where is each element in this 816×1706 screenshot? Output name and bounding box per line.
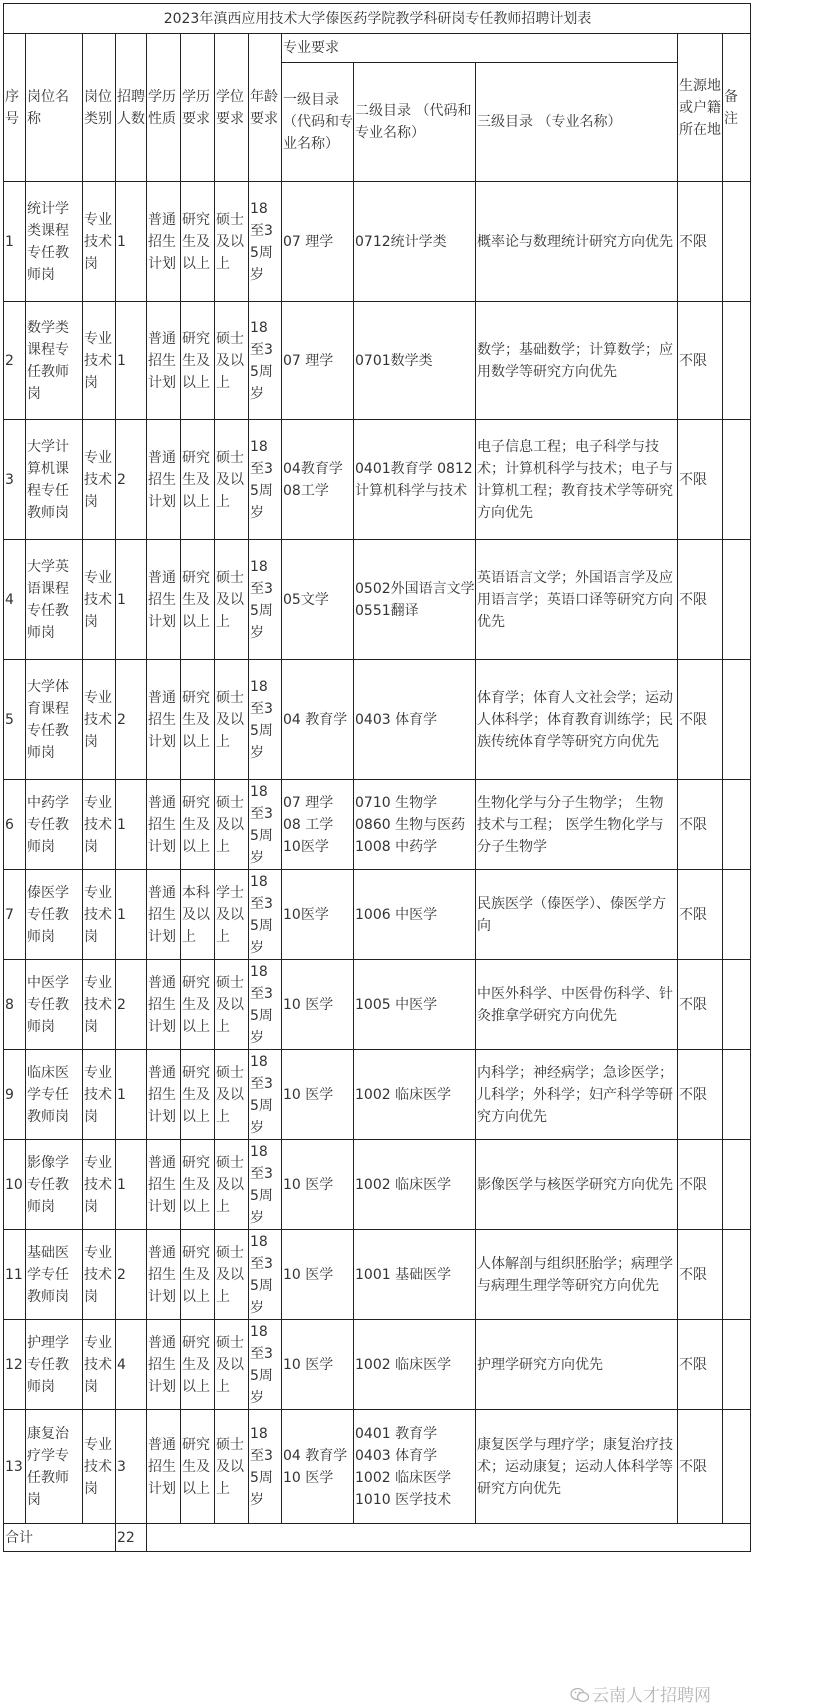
cell-degree-req: 硕士及以上	[215, 540, 249, 660]
cell-seq: 3	[4, 420, 26, 540]
level2-line: 0403 体育学	[355, 711, 438, 728]
level1-line: 10医学	[283, 906, 329, 923]
level2-line: 1008 中药学	[355, 838, 438, 855]
cell-level1	[282, 870, 354, 960]
cell-level1	[282, 960, 354, 1050]
cell-age-req: 18至35周岁	[249, 870, 282, 960]
cell-type: 专业技术岗	[83, 1050, 116, 1140]
cell-seq: 9	[4, 1050, 26, 1140]
cell-level2	[354, 660, 476, 780]
cell-count: 2	[116, 420, 147, 540]
level2-line: 0502外国语言文学 0551翻译	[355, 580, 475, 619]
level2-line: 0403 体育学	[355, 1447, 438, 1464]
cell-origin: 不限	[678, 182, 723, 302]
cell-degree-req: 硕士及以上	[215, 1140, 249, 1230]
cell-type: 专业技术岗	[83, 302, 116, 420]
total-count: 22	[116, 1524, 147, 1552]
cell-seq: 1	[4, 182, 26, 302]
cell-level2	[354, 1050, 476, 1140]
table-row	[4, 780, 751, 870]
header-age-req: 年龄要求	[249, 34, 282, 182]
cell-degree-req: 硕士及以上	[215, 302, 249, 420]
cell-level3: 人体解剖与组织胚胎学；病理学与病理生理学等研究方向优先	[476, 1230, 678, 1320]
cell-origin: 不限	[678, 1050, 723, 1140]
cell-level3: 民族医学（傣医学）、傣医学方向	[476, 870, 678, 960]
cell-level1	[282, 660, 354, 780]
cell-degree-req: 硕士及以上	[215, 1050, 249, 1140]
cell-count: 1	[116, 1140, 147, 1230]
level2-line: 1002 临床医学	[355, 1176, 452, 1193]
cell-seq: 10	[4, 1140, 26, 1230]
cell-level2	[354, 540, 476, 660]
level2-line: 1001 基础医学	[355, 1266, 452, 1283]
cell-edu-req: 研究生及以上	[181, 660, 215, 780]
level1-line: 04 教育学	[283, 711, 348, 728]
cell-edu-nature: 普通招生计划	[147, 780, 181, 870]
level2-line: 1010 医学技术	[355, 1491, 452, 1508]
cell-age-req: 18至35周岁	[249, 1050, 282, 1140]
header-major-req: 专业要求	[282, 34, 678, 63]
cell-level3: 中医外科学、中医骨伤科学、针灸推拿学研究方向优先	[476, 960, 678, 1050]
level1-line: 10 医学	[283, 1266, 334, 1283]
header-origin: 生源地或户籍所在地	[678, 34, 723, 182]
cell-age-req: 18至35周岁	[249, 1230, 282, 1320]
cell-level3: 概率论与数理统计研究方向优先	[476, 182, 678, 302]
level1-line: 07 理学	[283, 352, 334, 369]
level1-line: 10 医学	[283, 1086, 334, 1103]
table-title: 2023年滇西应用技术大学傣医药学院教学科研岗专任教师招聘计划表	[4, 4, 751, 34]
wechat-icon	[570, 1687, 590, 1703]
cell-edu-nature: 普通招生计划	[147, 1230, 181, 1320]
cell-age-req: 18至35周岁	[249, 1320, 282, 1410]
cell-remark	[723, 1230, 751, 1320]
cell-name: 大学体育课程专任教师岗	[26, 660, 83, 780]
level2-line: 0710 生物学	[355, 794, 438, 811]
cell-seq: 5	[4, 660, 26, 780]
level1-line: 10 医学	[283, 1176, 334, 1193]
cell-edu-nature: 普通招生计划	[147, 1320, 181, 1410]
table-row	[4, 1140, 751, 1230]
table-row	[4, 1320, 751, 1410]
cell-origin: 不限	[678, 540, 723, 660]
level2-line: 0401 教育学	[355, 1425, 438, 1442]
cell-type: 专业技术岗	[83, 1140, 116, 1230]
cell-edu-req: 研究生及以上	[181, 1320, 215, 1410]
cell-edu-nature: 普通招生计划	[147, 420, 181, 540]
cell-count: 4	[116, 1320, 147, 1410]
cell-remark	[723, 1410, 751, 1524]
cell-level2	[354, 182, 476, 302]
cell-level2	[354, 1230, 476, 1320]
cell-edu-nature: 普通招生计划	[147, 1050, 181, 1140]
header-type: 岗位类别	[83, 34, 116, 182]
cell-level2	[354, 1410, 476, 1524]
cell-edu-nature: 普通招生计划	[147, 302, 181, 420]
cell-edu-nature: 普通招生计划	[147, 1410, 181, 1524]
cell-origin: 不限	[678, 870, 723, 960]
total-row	[4, 1524, 751, 1552]
level1-line: 07 理学	[283, 233, 334, 250]
cell-type: 专业技术岗	[83, 1230, 116, 1320]
header-edu-req: 学历要求	[181, 34, 215, 182]
cell-edu-nature: 普通招生计划	[147, 1140, 181, 1230]
cell-level1	[282, 1140, 354, 1230]
level2-line: 0712统计学类	[355, 233, 447, 250]
cell-edu-req: 研究生及以上	[181, 420, 215, 540]
cell-level1	[282, 420, 354, 540]
cell-name: 大学计算机课程专任教师岗	[26, 420, 83, 540]
cell-origin: 不限	[678, 420, 723, 540]
cell-name: 基础医学专任教师岗	[26, 1230, 83, 1320]
cell-age-req: 18至35周岁	[249, 182, 282, 302]
level1-line: 08工学	[283, 482, 329, 499]
cell-edu-req: 研究生及以上	[181, 780, 215, 870]
cell-seq: 12	[4, 1320, 26, 1410]
level2-line: 1002 临床医学	[355, 1469, 452, 1486]
cell-seq: 2	[4, 302, 26, 420]
cell-degree-req: 硕士及以上	[215, 420, 249, 540]
cell-level1	[282, 1320, 354, 1410]
cell-level2	[354, 1320, 476, 1410]
level1-line: 04教育学	[283, 460, 343, 477]
total-empty	[147, 1524, 751, 1552]
cell-name: 中药学专任教师岗	[26, 780, 83, 870]
cell-origin: 不限	[678, 302, 723, 420]
cell-type: 专业技术岗	[83, 1410, 116, 1524]
cell-level2	[354, 780, 476, 870]
cell-level1	[282, 1230, 354, 1320]
level1-line: 10 医学	[283, 1356, 334, 1373]
header-name: 岗位名称	[26, 34, 83, 182]
table-row	[4, 302, 751, 420]
cell-edu-req: 研究生及以上	[181, 1050, 215, 1140]
cell-level2	[354, 870, 476, 960]
cell-count: 3	[116, 1410, 147, 1524]
cell-remark	[723, 540, 751, 660]
recruitment-table	[3, 3, 751, 1552]
cell-count: 2	[116, 1230, 147, 1320]
table-row	[4, 960, 751, 1050]
cell-name: 影像学专任教师岗	[26, 1140, 83, 1230]
level2-line: 0401教育学 0812计算机科学与技术	[355, 460, 473, 499]
level2-line: 0701数学类	[355, 352, 433, 369]
cell-level1	[282, 780, 354, 870]
cell-age-req: 18至35周岁	[249, 780, 282, 870]
cell-edu-req: 研究生及以上	[181, 1140, 215, 1230]
header-count: 招聘人数	[116, 34, 147, 182]
level1-line: 10 医学	[283, 996, 334, 1013]
cell-count: 1	[116, 870, 147, 960]
cell-level2	[354, 420, 476, 540]
cell-level2	[354, 302, 476, 420]
level1-line: 05文学	[283, 591, 329, 608]
cell-age-req: 18至35周岁	[249, 1410, 282, 1524]
cell-age-req: 18至35周岁	[249, 540, 282, 660]
cell-name: 中医学专任教师岗	[26, 960, 83, 1050]
cell-edu-req: 研究生及以上	[181, 302, 215, 420]
cell-type: 专业技术岗	[83, 1320, 116, 1410]
cell-origin: 不限	[678, 1410, 723, 1524]
cell-remark	[723, 302, 751, 420]
cell-type: 专业技术岗	[83, 870, 116, 960]
level2-line: 1002 临床医学	[355, 1086, 452, 1103]
cell-degree-req: 硕士及以上	[215, 660, 249, 780]
cell-origin: 不限	[678, 960, 723, 1050]
cell-type: 专业技术岗	[83, 960, 116, 1050]
cell-degree-req: 硕士及以上	[215, 1230, 249, 1320]
watermark-text: 云南人才招聘网	[592, 1686, 711, 1706]
cell-degree-req: 硕士及以上	[215, 1320, 249, 1410]
cell-level3: 护理学研究方向优先	[476, 1320, 678, 1410]
cell-remark	[723, 780, 751, 870]
cell-remark	[723, 660, 751, 780]
cell-origin: 不限	[678, 1140, 723, 1230]
header-level1: 一级目录 （代码和专业名称）	[282, 63, 354, 182]
total-label: 合计	[4, 1524, 116, 1552]
cell-remark	[723, 1050, 751, 1140]
cell-count: 1	[116, 780, 147, 870]
watermark	[570, 1681, 711, 1706]
table-row	[4, 1230, 751, 1320]
header-seq: 序号	[4, 34, 26, 182]
cell-level1	[282, 1050, 354, 1140]
header-level3: 三级目录 （专业名称）	[476, 63, 678, 182]
cell-edu-nature: 普通招生计划	[147, 182, 181, 302]
cell-name: 康复治疗学专任教师岗	[26, 1410, 83, 1524]
cell-seq: 8	[4, 960, 26, 1050]
cell-seq: 7	[4, 870, 26, 960]
table-row	[4, 420, 751, 540]
cell-count: 1	[116, 1050, 147, 1140]
level1-line: 08 工学	[283, 816, 334, 833]
cell-edu-req: 研究生及以上	[181, 182, 215, 302]
cell-edu-req: 研究生及以上	[181, 1230, 215, 1320]
table-row	[4, 182, 751, 302]
document	[3, 3, 750, 1706]
table-row	[4, 660, 751, 780]
cell-level3: 数学；基础数学；计算数学；应用数学等研究方向优先	[476, 302, 678, 420]
cell-origin: 不限	[678, 660, 723, 780]
level2-line: 1006 中医学	[355, 906, 438, 923]
level1-line: 07 理学	[283, 794, 334, 811]
cell-type: 专业技术岗	[83, 182, 116, 302]
cell-name: 统计学类课程专任教师岗	[26, 182, 83, 302]
cell-remark	[723, 960, 751, 1050]
cell-age-req: 18至35周岁	[249, 960, 282, 1050]
cell-name: 傣医学专任教师岗	[26, 870, 83, 960]
cell-edu-nature: 普通招生计划	[147, 660, 181, 780]
cell-level3: 康复医学与理疗学；康复治疗技术；运动康复；运动人体科学等研究方向优先	[476, 1410, 678, 1524]
cell-level1	[282, 182, 354, 302]
level1-line: 10 医学	[283, 1469, 334, 1486]
cell-seq: 11	[4, 1230, 26, 1320]
cell-edu-nature: 普通招生计划	[147, 960, 181, 1050]
cell-name: 数学类课程专任教师岗	[26, 302, 83, 420]
table-row	[4, 870, 751, 960]
table-row	[4, 540, 751, 660]
cell-level2	[354, 960, 476, 1050]
cell-name: 护理学专任教师岗	[26, 1320, 83, 1410]
header-remark: 备注	[723, 34, 751, 182]
cell-age-req: 18至35周岁	[249, 660, 282, 780]
cell-age-req: 18至35周岁	[249, 302, 282, 420]
cell-type: 专业技术岗	[83, 660, 116, 780]
header-degree-req: 学位要求	[215, 34, 249, 182]
cell-type: 专业技术岗	[83, 540, 116, 660]
level2-line: 0860 生物与医药	[355, 816, 466, 833]
level2-line: 1005 中医学	[355, 996, 438, 1013]
cell-name: 临床医学专任教师岗	[26, 1050, 83, 1140]
cell-level2	[354, 1140, 476, 1230]
cell-remark	[723, 870, 751, 960]
cell-degree-req: 硕士及以上	[215, 182, 249, 302]
cell-count: 1	[116, 540, 147, 660]
cell-type: 专业技术岗	[83, 780, 116, 870]
header-edu-nature: 学历性质	[147, 34, 181, 182]
cell-seq: 6	[4, 780, 26, 870]
cell-remark	[723, 1320, 751, 1410]
table-row	[4, 1410, 751, 1524]
cell-level3: 内科学；神经病学；急诊医学；儿科学；外科学；妇产科学等研究方向优先	[476, 1050, 678, 1140]
cell-degree-req: 硕士及以上	[215, 1410, 249, 1524]
cell-level3: 电子信息工程；电子科学与技术；计算机科学与技术；电子与计算机工程；教育技术学等研究方向优先	[476, 420, 678, 540]
cell-level3: 英语语言文学；外国语言学及应用语言学；英语口译等研究方向优先	[476, 540, 678, 660]
cell-level1	[282, 540, 354, 660]
cell-count: 2	[116, 960, 147, 1050]
cell-edu-req: 本科及以上	[181, 870, 215, 960]
cell-level3: 体育学；体育人文社会学；运动人体科学；体育教育训练学；民族传统体育学等研究方向优先	[476, 660, 678, 780]
cell-level1	[282, 1410, 354, 1524]
cell-count: 1	[116, 302, 147, 420]
cell-origin: 不限	[678, 1320, 723, 1410]
cell-level3: 生物化学与分子生物学； 生物技术与工程； 医学生物化学与分子生物学	[476, 780, 678, 870]
cell-edu-req: 研究生及以上	[181, 1410, 215, 1524]
cell-remark	[723, 182, 751, 302]
cell-remark	[723, 1140, 751, 1230]
cell-origin: 不限	[678, 1230, 723, 1320]
cell-edu-nature: 普通招生计划	[147, 540, 181, 660]
cell-degree-req: 硕士及以上	[215, 960, 249, 1050]
cell-type: 专业技术岗	[83, 420, 116, 540]
cell-age-req: 18至35周岁	[249, 1140, 282, 1230]
cell-seq: 4	[4, 540, 26, 660]
cell-origin: 不限	[678, 780, 723, 870]
cell-age-req: 18至35周岁	[249, 420, 282, 540]
cell-edu-req: 研究生及以上	[181, 960, 215, 1050]
cell-name: 大学英语课程专任教师岗	[26, 540, 83, 660]
cell-seq: 13	[4, 1410, 26, 1524]
cell-remark	[723, 420, 751, 540]
header-level2: 二级目录 （代码和专业名称）	[354, 63, 476, 182]
cell-edu-nature: 普通招生计划	[147, 870, 181, 960]
cell-degree-req: 学士及以上	[215, 870, 249, 960]
level1-line: 10医学	[283, 838, 329, 855]
cell-degree-req: 硕士及以上	[215, 780, 249, 870]
level1-line: 04 教育学	[283, 1447, 348, 1464]
cell-level3: 影像医学与核医学研究方向优先	[476, 1140, 678, 1230]
cell-count: 1	[116, 182, 147, 302]
table-row	[4, 1050, 751, 1140]
cell-level1	[282, 302, 354, 420]
cell-count: 2	[116, 660, 147, 780]
cell-edu-req: 研究生及以上	[181, 540, 215, 660]
level2-line: 1002 临床医学	[355, 1356, 452, 1373]
